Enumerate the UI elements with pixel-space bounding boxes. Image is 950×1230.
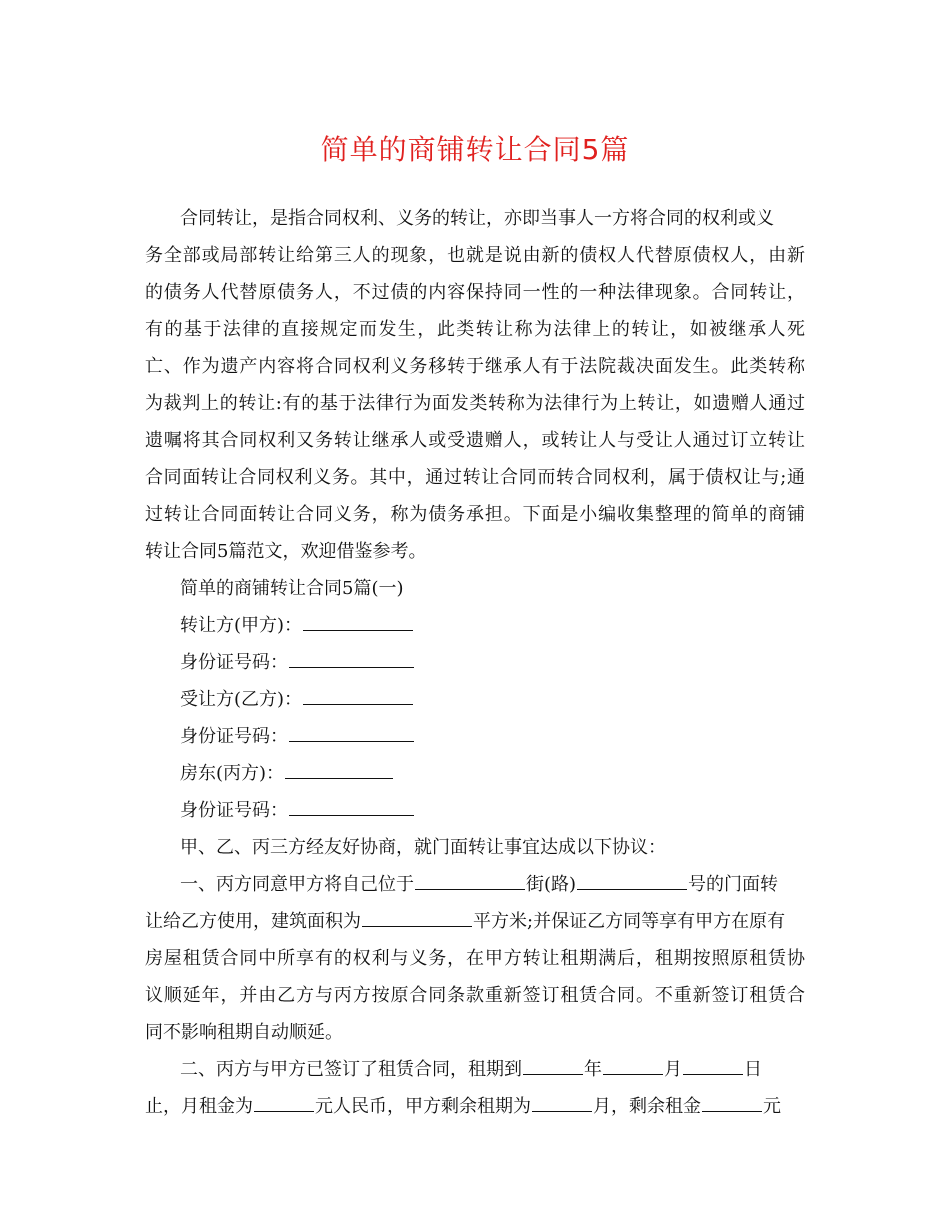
intro-line: 合同面转让合同权利义务。其中，通过转让合同而转合同权利，属于债权让与;通 <box>145 467 805 488</box>
clause-two-text: 止，月租金为 <box>145 1096 253 1117</box>
area-blank <box>362 910 472 927</box>
document-title: 简单的商铺转让合同5篇 <box>320 133 630 166</box>
intro-line: 转让合同5篇范文，欢迎借鉴参考。 <box>145 541 427 562</box>
remaining-rent-blank <box>702 1095 762 1112</box>
intro-line: 过转让合同面转让合同义务，称为债务承担。下面是小编收集整理的简单的商铺 <box>145 504 805 525</box>
landlord-id-field <box>180 799 415 823</box>
transferor-id-blank <box>289 651 414 668</box>
intro-line: 为裁判上的转让:有的基于法律行为面发类转称为法律行为上转让，如遗赠人通过 <box>145 393 805 414</box>
clause-two-text: 月，剩余租金 <box>593 1096 701 1117</box>
clause-one-line: 房屋租赁合同中所享有的权利与义务，在甲方转让租期满后，租期按照原租赁协 <box>145 948 805 969</box>
landlord-id-label: 身份证号码： <box>180 800 288 821</box>
transferee-field <box>180 688 414 712</box>
clause-one-text: 号的门面转 <box>688 874 779 895</box>
transferor-id-label: 身份证号码： <box>180 652 288 673</box>
clause-two-text: 年 <box>584 1059 602 1080</box>
street-blank <box>415 873 525 890</box>
transferor-label: 转让方(甲方)： <box>180 615 303 636</box>
intro-line: 的债务人代替原债务人，不过债的内容保持同一性的一种法律现象。合同转让， <box>145 282 805 303</box>
transferor-id-field <box>180 651 415 675</box>
year-blank <box>523 1058 583 1075</box>
intro-line: 亡、作为遗产内容将合同权利义务移转于继承人有于法院裁决面发生。此类转称 <box>145 356 805 377</box>
clause-one-line <box>180 873 778 897</box>
clause-two-line <box>180 1058 762 1082</box>
transferee-id-blank <box>289 725 414 742</box>
landlord-id-blank <box>289 799 414 816</box>
landlord-field <box>180 762 394 786</box>
clause-two-text: 元人民币，甲方剩余租期为 <box>315 1096 531 1117</box>
clause-two-text: 元 <box>763 1096 781 1117</box>
transferee-blank <box>303 688 413 705</box>
clause-two-line <box>145 1095 781 1119</box>
clause-one-text: 平方米;并保证乙方同等享有甲方在原有 <box>473 911 786 932</box>
agreement-statement: 甲、乙、丙三方经友好协商，就门面转让事宜达成以下协议： <box>180 837 666 858</box>
clause-two-text: 日 <box>744 1059 762 1080</box>
clause-one-text: 让给乙方使用，建筑面积为 <box>145 911 361 932</box>
clause-one-text: 一、丙方同意甲方将自己位于 <box>180 874 414 895</box>
intro-line: 有的基于法律的直接规定而发生，此类转让称为法律上的转让，如被继承人死 <box>145 319 805 340</box>
section-heading: 简单的商铺转让合同5篇(一) <box>180 578 404 599</box>
clause-one-line <box>145 910 785 934</box>
landlord-label: 房东(丙方)： <box>180 763 285 784</box>
intro-line: 务全部或局部转让给第三人的现象，也就是说由新的债权人代替原债权人，由新 <box>145 245 805 266</box>
rent-blank <box>254 1095 314 1112</box>
transferee-id-field <box>180 725 415 749</box>
day-blank <box>683 1058 743 1075</box>
clause-one-line: 议顺延年，并由乙方与丙方按原合同条款重新签订租赁合同。不重新签订租赁合 <box>145 985 805 1006</box>
remaining-term-blank <box>532 1095 592 1112</box>
number-blank <box>577 873 687 890</box>
clause-two-text: 月 <box>664 1059 682 1080</box>
month-blank <box>603 1058 663 1075</box>
transferee-id-label: 身份证号码： <box>180 726 288 747</box>
intro-line: 遗嘱将其合同权利又务转让继承人或受遗赠人，或转让人与受让人通过订立转让 <box>145 430 805 451</box>
intro-line: 合同转让，是指合同权利、义务的转让，亦即当事人一方将合同的权利或义 <box>180 208 774 229</box>
clause-two-text: 二、丙方与甲方已签订了租赁合同，租期到 <box>180 1059 522 1080</box>
clause-one-text: 街(路) <box>526 874 577 895</box>
transferee-label: 受让方(乙方)： <box>180 689 303 710</box>
landlord-blank <box>285 762 393 779</box>
clause-one-line: 同不影响租期自动顺延。 <box>145 1022 343 1043</box>
transferor-blank <box>303 614 413 631</box>
transferor-field <box>180 614 414 638</box>
